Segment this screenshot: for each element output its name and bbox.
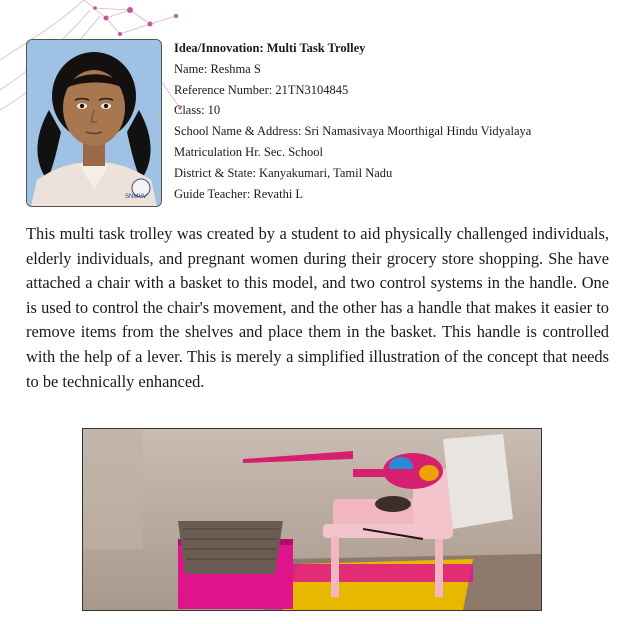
- reference-number: Reference Number: 21TN3104845: [174, 82, 349, 97]
- trolley-model-photo: [82, 428, 542, 611]
- school-name-line-1: School Name & Address: Sri Namasivaya Moorthigal Hindu Vidyalaya: [174, 124, 532, 139]
- school-badge-label: SNMHV: [125, 194, 147, 200]
- guide-teacher: Guide Teacher: Revathi L: [174, 186, 304, 201]
- idea-title: Idea/Innovation: Multi Task Trolley: [174, 41, 366, 55]
- district-state: District & State: Kanyakumari, Tamil Nadu: [174, 165, 393, 180]
- profile-details: [174, 38, 531, 204]
- student-photo: [26, 39, 162, 207]
- student-class: Class: 10: [174, 103, 221, 118]
- project-description: This multi task trolley was created by a student to aid physically challenged individuals, elderly individuals, and pregnant women during their grocery store shopping. She have attached a chair with a basket to this model, and two control systems in the handle. One is used to control the chair's movement, and the other has a handle that makes it easier to remove items from the shelves and place them in the basket. This handle is controlled with the help of a lever. This is merely a simplified illustration of the concept that needs to be technically enhanced.: [26, 224, 609, 391]
- school-name-line-2: Matriculation Hr. Sec. School: [174, 144, 323, 159]
- student-name: Name: Reshma S: [174, 61, 261, 76]
